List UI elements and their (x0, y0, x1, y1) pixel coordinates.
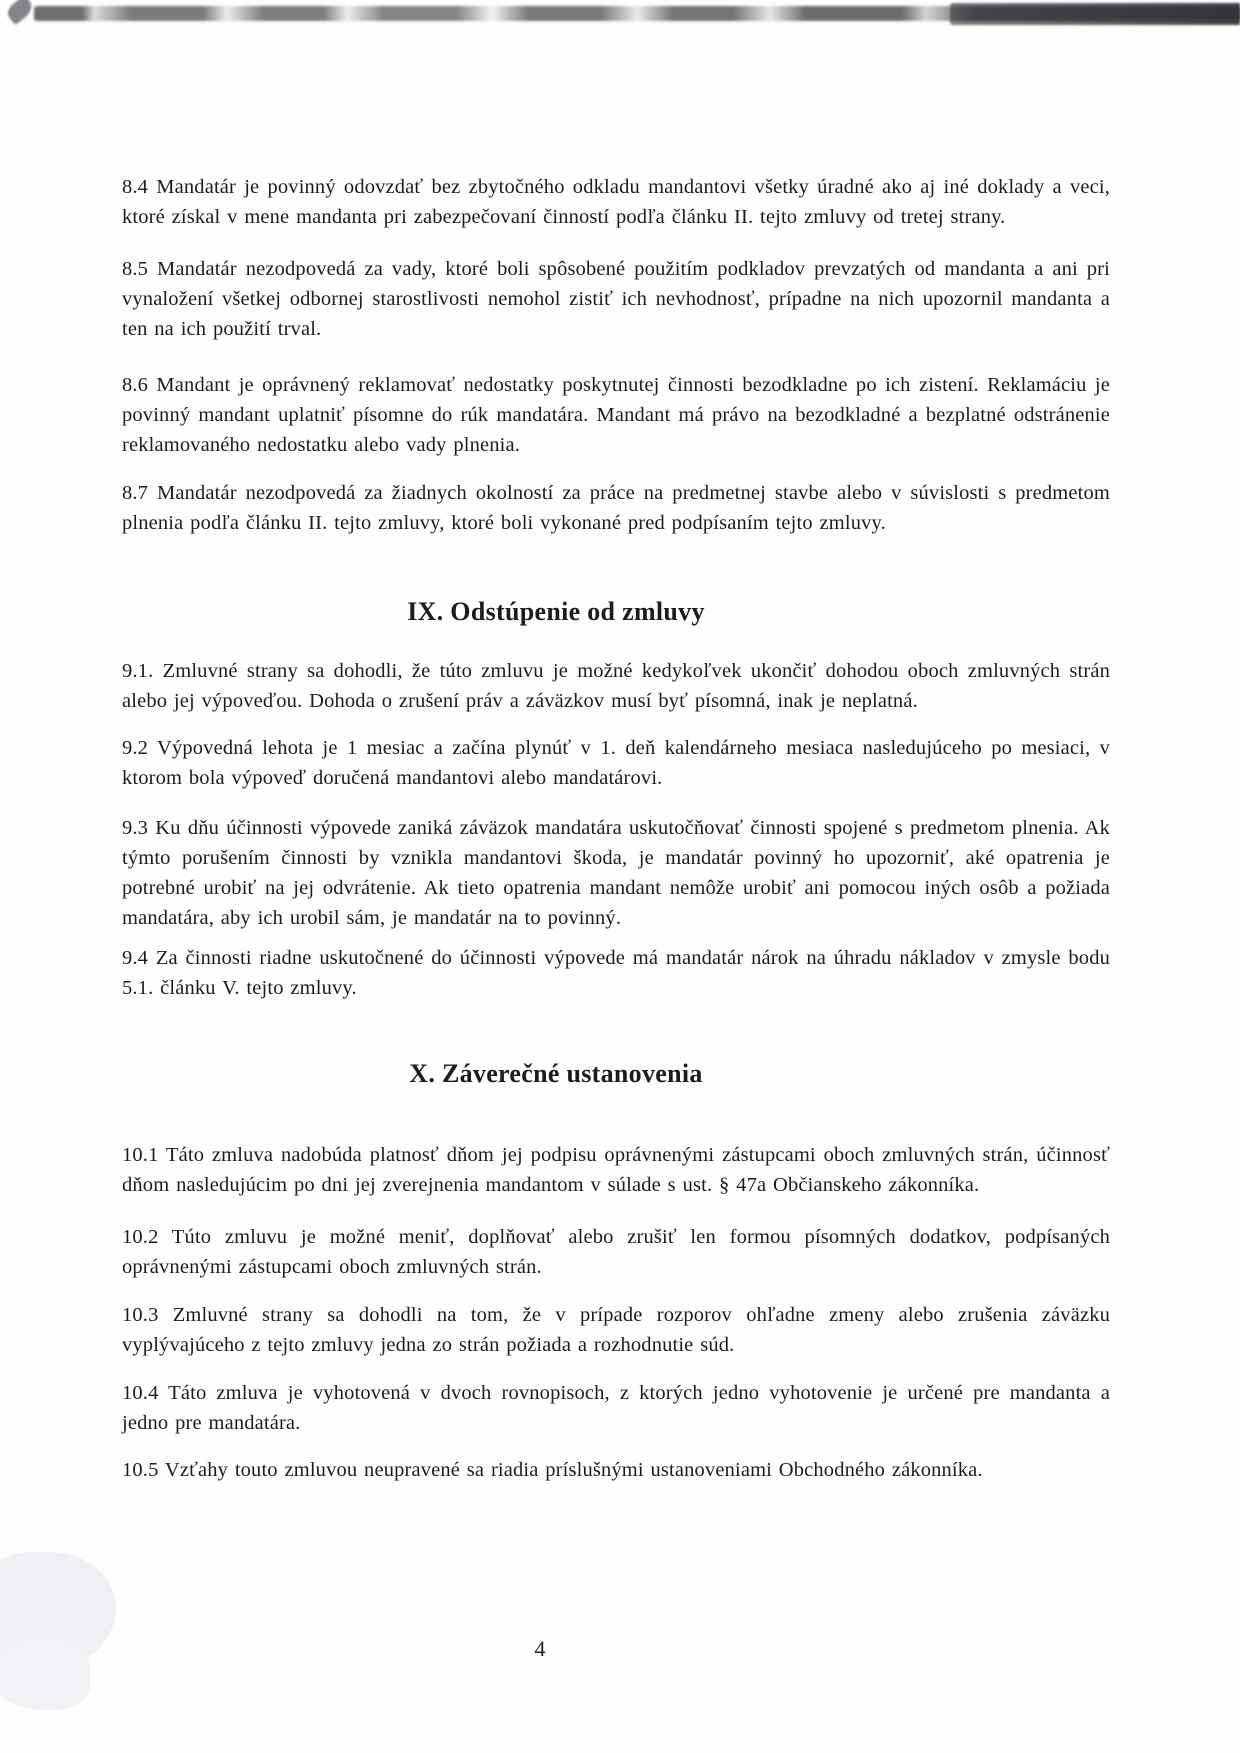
clause-9-3: 9.3 Ku dňu účinnosti výpovede zaniká záväzok mandatára uskutočňovať činnosti spojené s predmetom plnenia. Ak týmto porušením činnosti by vznikla mandantovi škoda, je mandatár povinný ho upozorniť, aké opatrenia je potrebné urobiť na jej odvrátenie. Ak tieto opatrenia mandant nemôže urobiť ani pomocou iných osôb a požiada mandatára, aby ich urobil sám, je mandatár na to povinný. (122, 817, 1110, 929)
clause-9-1: 9.1. Zmluvné strany sa dohodli, že túto zmluvu je možné kedykoľvek ukončiť dohodou oboch zmluvných strán alebo jej výpoveďou. Dohoda o zrušení práv a záväzkov musí byť písomná, inak je neplatná. (122, 660, 1110, 712)
page-footer (0, 1636, 1080, 1662)
contract-text-column (122, 0, 1110, 1485)
page-number: 4 (534, 1636, 546, 1661)
clause-8-6: 8.6 Mandant je oprávnený reklamovať nedostatky poskytnutej činnosti bezodkladne po ich zistení. Reklamáciu je povinný mandant uplatniť písomne do rúk mandatára. Mandant má právo na bezodkladné a bezplatné odstránenie reklamovaného nedostatku alebo vady plnenia. (122, 374, 1110, 456)
clause-10-4: 10.4 Táto zmluva je vyhotovená v dvoch rovnopisoch, z ktorých jedno vyhotovenie je určené pre mandanta a jedno pre mandatára. (122, 1382, 1110, 1434)
scan-artifact-corner-mark (4, 0, 36, 25)
clause-8-5: 8.5 Mandatár nezodpovedá za vady, ktoré boli spôsobené použitím podkladov prevzatých od mandanta a ani pri vynaložení všetkej odbornej starostlivosti nemohol zistiť ich nevhodnosť, prípadne na nich upozornil mandanta a ten na ich použití trval. (122, 258, 1110, 340)
clause-8-7: 8.7 Mandatár nezodpovedá za žiadnych okolností za práce na predmetnej stavbe alebo v súvislosti s predmetom plnenia podľa článku II. tejto zmluvy, ktoré boli vykonané pred podpísaním tejto zmluvy. (122, 482, 1110, 534)
clause-10-3: 10.3 Zmluvné strany sa dohodli na tom, že v prípade rozporov ohľadne zmeny alebo zrušenia záväzku vyplývajúceho z tejto zmluvy jedna zo strán požiada a rozhodnutie súd. (122, 1304, 1110, 1356)
clause-9-2: 9.2 Výpovedná lehota je 1 mesiac a začína plynúť v 1. deň kalendárneho mesiaca nasledujúceho po mesiaci, v ktorom bola výpoveď doručená mandantovi alebo mandatárovi. (122, 737, 1110, 789)
clause-9-4: 9.4 Za činnosti riadne uskutočnené do účinnosti výpovede má mandatár nárok na úhradu nákladov v zmysle bodu 5.1. článku V. tejto zmluvy. (122, 947, 1110, 999)
clause-10-1: 10.1 Táto zmluva nadobúda platnosť dňom jej podpisu oprávnenými zástupcami oboch zmluvných strán, účinnosť dňom nasledujúcim po dni jej zverejnenia mandantom v súlade s ust. § 47a Občianskeho zákonníka. (122, 1144, 1110, 1196)
clause-10-5: 10.5 Vzťahy touto zmluvou neupravené sa riadia príslušnými ustanoveniami Obchodného zákonníka. (122, 1459, 983, 1481)
clause-10-2: 10.2 Túto zmluvu je možné meniť, doplňovať alebo zrušiť len formou písomných dodatkov, podpísaných oprávnenými zástupcami oboch zmluvných strán. (122, 1226, 1110, 1278)
section-heading-ix: IX. Odstúpenie od zmluvy (407, 597, 705, 626)
clause-8-4: 8.4 Mandatár je povinný odovzdať bez zbytočného odkladu mandantovi všetky úradné ako aj iné doklady a veci, ktoré získal v mene mandanta pri zabezpečovaní činností podľa článku II. tejto zmluvy od tretej strany. (122, 176, 1110, 228)
section-heading-x: X. Záverečné ustanovenia (409, 1059, 703, 1088)
